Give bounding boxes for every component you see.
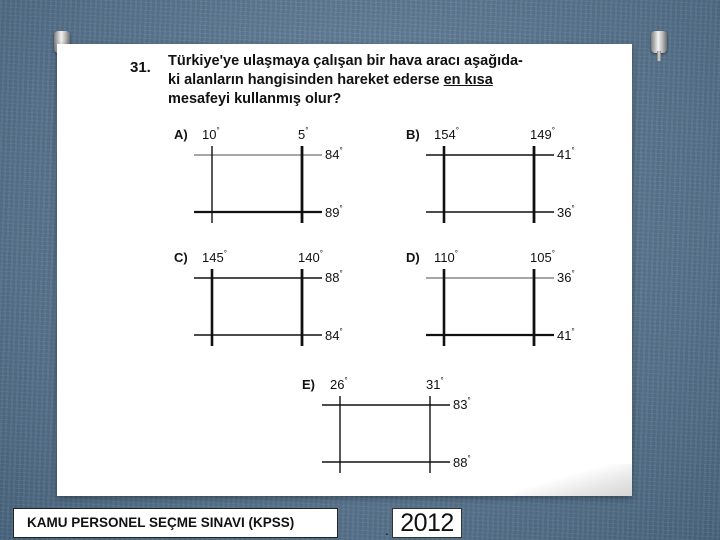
option-label: C) <box>174 250 188 265</box>
degree-symbol: ° <box>571 327 575 336</box>
bottom-parallel-label-value: 84 <box>325 328 340 343</box>
degree-symbol: ° <box>216 126 220 135</box>
option-d <box>406 249 575 346</box>
question-sheet <box>57 44 632 496</box>
top-parallel-label-value: 36 <box>557 270 572 285</box>
left-meridian-label-value: 26 <box>330 377 345 392</box>
left-meridian-label <box>202 249 227 265</box>
bottom-parallel-label <box>325 327 343 343</box>
degree-symbol: ° <box>339 269 343 278</box>
top-parallel-label <box>453 396 471 412</box>
bottom-parallel-label <box>325 204 343 220</box>
top-parallel-label <box>325 269 343 285</box>
degree-symbol: ° <box>551 249 555 258</box>
degree-symbol: ° <box>571 146 575 155</box>
degree-symbol: ° <box>455 126 459 135</box>
left-meridian-label <box>202 126 220 142</box>
options-diagram <box>57 44 632 496</box>
right-meridian-label-value: 31 <box>426 377 441 392</box>
left-meridian-label <box>330 376 348 392</box>
question-line-1: Türkiye'ye ulaşmaya çalışan bir hava aracı aşağıda- <box>168 53 523 69</box>
degree-symbol: ° <box>305 126 309 135</box>
degree-symbol: ° <box>319 249 323 258</box>
bottom-parallel-label-value: 89 <box>325 205 340 220</box>
top-parallel-label <box>557 146 575 162</box>
top-parallel-label <box>325 146 343 162</box>
exam-name-label: KAMU PERSONEL SEÇME SINAVI (KPSS) <box>13 508 338 538</box>
question-line-2-text: ki alanların hangisinden hareket ederse <box>168 72 440 88</box>
degree-symbol: ° <box>339 327 343 336</box>
right-meridian-label <box>298 249 323 265</box>
option-label: B) <box>406 127 420 142</box>
degree-symbol: ° <box>571 269 575 278</box>
top-parallel-label <box>557 269 575 285</box>
degree-symbol: ° <box>339 204 343 213</box>
top-parallel-label-value: 41 <box>557 147 572 162</box>
bottom-parallel-label <box>557 327 575 343</box>
question-emphasis: en kısa <box>443 72 493 88</box>
question-line-3: mesafeyi kullanmış olur? <box>168 91 342 107</box>
right-meridian-label <box>298 126 308 142</box>
left-meridian-label <box>434 126 459 142</box>
bottom-parallel-label-value: 36 <box>557 205 572 220</box>
degree-symbol: ° <box>551 126 555 135</box>
degree-symbol: ° <box>467 454 471 463</box>
degree-symbol: ° <box>344 376 348 385</box>
top-parallel-label-value: 84 <box>325 147 340 162</box>
left-meridian-label-value: 145 <box>202 250 224 265</box>
degree-symbol: ° <box>571 204 575 213</box>
left-meridian-label-value: 110 <box>434 250 455 265</box>
right-meridian-label-value: 5 <box>298 127 306 142</box>
right-meridian-label <box>530 126 555 142</box>
right-meridian-label-value: 140 <box>298 250 320 265</box>
degree-symbol: ° <box>454 249 458 258</box>
option-c <box>174 249 343 346</box>
question-number: 31. <box>130 59 151 76</box>
option-b <box>406 126 575 223</box>
bottom-parallel-label <box>557 204 575 220</box>
top-parallel-label-value: 88 <box>325 270 340 285</box>
exam-year-label: 2012 <box>392 508 462 538</box>
option-label: A) <box>174 127 188 142</box>
degree-symbol: ° <box>440 376 444 385</box>
option-e <box>302 376 471 473</box>
pushpin-right-icon <box>648 31 670 61</box>
footer-separator: . <box>385 522 389 538</box>
right-meridian-label-value: 105 <box>530 250 552 265</box>
top-parallel-label-value: 83 <box>453 397 468 412</box>
left-meridian-label <box>434 249 458 265</box>
right-meridian-label <box>530 249 555 265</box>
degree-symbol: ° <box>339 146 343 155</box>
degree-symbol: ° <box>467 396 471 405</box>
right-meridian-label <box>426 376 444 392</box>
bottom-parallel-label <box>453 454 471 470</box>
option-label: E) <box>302 377 315 392</box>
left-meridian-label-value: 154 <box>434 127 456 142</box>
option-label: D) <box>406 250 420 265</box>
bottom-parallel-label-value: 41 <box>557 328 572 343</box>
degree-symbol: ° <box>223 249 227 258</box>
right-meridian-label-value: 149 <box>530 127 552 142</box>
bottom-parallel-label-value: 88 <box>453 455 468 470</box>
left-meridian-label-value: 10 <box>202 127 217 142</box>
option-a <box>174 126 343 223</box>
